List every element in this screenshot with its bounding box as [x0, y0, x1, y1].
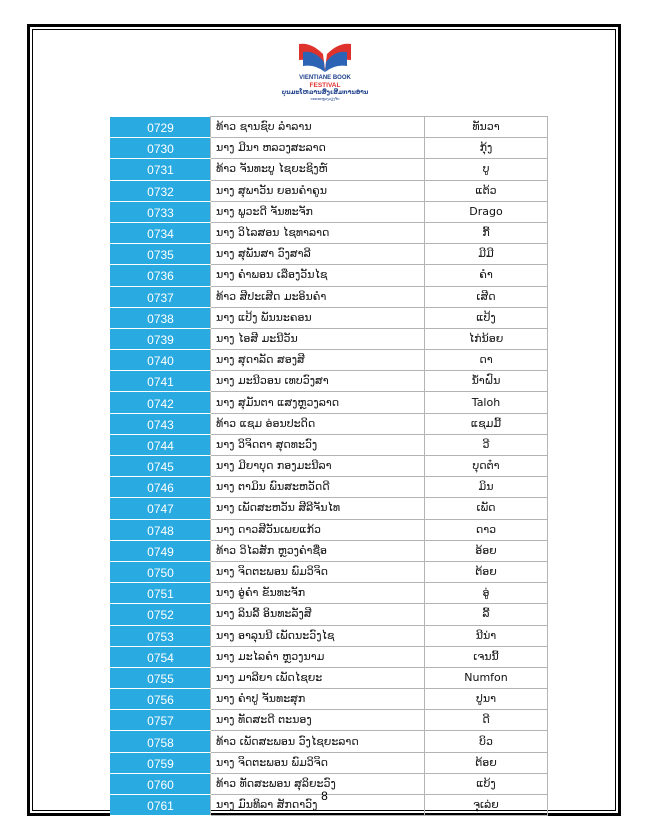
table-row [111, 328, 548, 349]
row-number: 0735 [111, 244, 211, 265]
row-number: 0733 [111, 201, 211, 222]
full-name: ນາງ ອາລຸນນີ ເພັດນະວົງໄຊ [211, 625, 425, 646]
nickname: ແປ້ງ [425, 307, 548, 328]
full-name: ນາງ ມົນທິລາ ສັກດາວົງ [211, 795, 425, 816]
nickname: ຕ້ອຍ [425, 752, 548, 773]
row-number: 0754 [111, 646, 211, 667]
nickname: ຈຸເລ່ຍ [425, 795, 548, 816]
row-number: 0751 [111, 583, 211, 604]
table-row [111, 752, 548, 773]
table-row [111, 180, 548, 201]
row-number: 0752 [111, 604, 211, 625]
row-number: 0757 [111, 710, 211, 731]
full-name: ນາງ ຄຳພອນ ເລືອງວັນໄຊ [211, 265, 425, 286]
logo-lao-title: ບຸນມະໂຫລານສົ່ງເສີມການອ່ານ [281, 89, 369, 96]
table-row [111, 646, 548, 667]
nickname: ລີ້ [425, 604, 548, 625]
row-number: 0736 [111, 265, 211, 286]
full-name: ນາງ ດາວສີວັນເພຍແກ້ວ [211, 519, 425, 540]
nickname: ກຸ້ງ [425, 138, 548, 159]
table-row [111, 625, 548, 646]
full-name: ນາງ ທັດສະດີ ຕະນອງ [211, 710, 425, 731]
full-name: ນາງ ມະນີວອນ ເທບວົງສາ [211, 371, 425, 392]
full-name: ນາງ ສຸມັນຕາ ແສງຫຼວງລາດ [211, 392, 425, 413]
row-number: 0737 [111, 286, 211, 307]
table-row [111, 540, 548, 561]
row-number: 0742 [111, 392, 211, 413]
row-number: 0740 [111, 350, 211, 371]
row-number: 0746 [111, 477, 211, 498]
row-number: 0741 [111, 371, 211, 392]
table-row [111, 434, 548, 455]
nickname: ເສີດ [425, 286, 548, 307]
full-name: ນາງ ເພັດສະຫວັນ ສີລີຈັນໄທ [211, 498, 425, 519]
row-number: 0738 [111, 307, 211, 328]
nickname: Numfon [425, 667, 548, 688]
logo-lao-subline: ນະຄອນຫຼວງວຽງຈັນ [310, 97, 340, 101]
full-name: ນາງ ຄຳປູ ຈັນທະສຸກ [211, 689, 425, 710]
full-name: ນາງ ມີຍາບຸດ ກອງມະນີລາ [211, 456, 425, 477]
nickname: ຕ້ອຍ [425, 561, 548, 582]
full-name: ນາງ ລິນລີ້ ອິນທະລັງສີ [211, 604, 425, 625]
row-number: 0750 [111, 561, 211, 582]
full-name: ນາງ ໄອສີ ມະນີວັນ [211, 328, 425, 349]
nickname: ບຸດຕ໋າ [425, 456, 548, 477]
nickname: ແຊມມີ້ [425, 413, 548, 434]
row-number: 0749 [111, 540, 211, 561]
nickname: ກີ້ [425, 222, 548, 243]
nickname: ມິນ [425, 477, 548, 498]
row-number: 0758 [111, 731, 211, 752]
table-row [111, 222, 548, 243]
festival-logo [275, 40, 375, 112]
nickname: ອ້ອຍ [425, 540, 548, 561]
full-name: ນາງ ມາລີຍາ ເພັດໄຊຍະ [211, 667, 425, 688]
nickname: ດາວ [425, 519, 548, 540]
nickname: ດີ [425, 710, 548, 731]
full-name: ນາງ ຈິດຕະພອນ ພົມວິຈິດ [211, 752, 425, 773]
logo-title: VIENTIANE BOOK [299, 75, 351, 81]
table-row [111, 138, 548, 159]
full-name: ນາງ ວິຈິດຕາ ສຸດທະວົງ [211, 434, 425, 455]
full-name: ນາງ ວິໄລສອນ ໄຊທາລາດ [211, 222, 425, 243]
row-number: 0739 [111, 328, 211, 349]
row-number: 0745 [111, 456, 211, 477]
nickname: ໄກ່ນ້ອຍ [425, 328, 548, 349]
page-number: 8 [321, 789, 328, 803]
nickname: ນີນ່າ [425, 625, 548, 646]
table-row [111, 392, 548, 413]
nickname: ແບ້ງ [425, 773, 548, 794]
nickname: ປູນາ [425, 689, 548, 710]
table-row [111, 456, 548, 477]
full-name: ທ້າວ ເພັດສະພອນ ວົງໄຊຍະລາດ [211, 731, 425, 752]
table-row [111, 117, 548, 138]
table-row [111, 519, 548, 540]
table-row [111, 710, 548, 731]
full-name: ນາງ ສຸດາລັດ ສອງສີ [211, 350, 425, 371]
row-number: 0729 [111, 117, 211, 138]
nickname: ເຈນນີ້ [425, 646, 548, 667]
row-number: 0747 [111, 498, 211, 519]
table-row [111, 498, 548, 519]
row-number: 0744 [111, 434, 211, 455]
row-number: 0730 [111, 138, 211, 159]
nickname: ບູ [425, 159, 548, 180]
table-row [111, 477, 548, 498]
table-row [111, 604, 548, 625]
row-number: 0734 [111, 222, 211, 243]
nickname: Taloh [425, 392, 548, 413]
participant-table [110, 116, 548, 816]
nickname: ບິວ [425, 731, 548, 752]
full-name: ທ້າວ ຊານຊົບ ລຳລານ [211, 117, 425, 138]
row-number: 0760 [111, 773, 211, 794]
table-row [111, 350, 548, 371]
table-row [111, 371, 548, 392]
row-number: 0759 [111, 752, 211, 773]
full-name: ນາງ ມີນາ ຫລວງສະລາດ [211, 138, 425, 159]
full-name: ນາງ ສຸພັນສາ ວົງສາລີ [211, 244, 425, 265]
row-number: 0731 [111, 159, 211, 180]
logo-subtitle: FESTIVAL [309, 82, 341, 89]
table-row [111, 244, 548, 265]
table-row [111, 413, 548, 434]
full-name: ທ້າວ ແຊມ ອ່ອນປະດິດ [211, 413, 425, 434]
full-name: ນາງ ຕາມິນ ພົນສະຫວັດດີ [211, 477, 425, 498]
nickname: ດາ [425, 350, 548, 371]
row-number: 0743 [111, 413, 211, 434]
row-number: 0753 [111, 625, 211, 646]
table-row [111, 286, 548, 307]
row-number: 0761 [111, 795, 211, 816]
nickname: ວີ [425, 434, 548, 455]
table-row [111, 265, 548, 286]
full-name: ທ້າວ ວິໄລສັກ ຫຼວງຄຳຊື່ອ [211, 540, 425, 561]
row-number: 0748 [111, 519, 211, 540]
full-name: ນາງ ແປ້ງ ພັນນະຄອນ [211, 307, 425, 328]
nickname: ມີມີ [425, 244, 548, 265]
nickname: ຄຳ [425, 265, 548, 286]
table-row [111, 307, 548, 328]
table-row [111, 583, 548, 604]
nickname: ທັນວາ [425, 117, 548, 138]
full-name: ທ້າວ ຈັນທະບູ ໄຊຍະຊິງຫ໌ [211, 159, 425, 180]
full-name: ນາງ ພູວະດີ ຈັນທະຈັກ [211, 201, 425, 222]
row-number: 0756 [111, 689, 211, 710]
full-name: ທ້າວ ທັດສະພອນ ສຸລິຍະວົງ [211, 773, 425, 794]
nickname: ເພັດ [425, 498, 548, 519]
full-name: ນາງ ອູ່ຄຳ ຂັນທະຈັກ [211, 583, 425, 604]
row-number: 0732 [111, 180, 211, 201]
table-row [111, 201, 548, 222]
full-name: ທ້າວ ສີປະເສີດ ມະອິນຄຳ [211, 286, 425, 307]
full-name: ນາງ ມະໄລຄຳ ຫຼວງນາມ [211, 646, 425, 667]
nickname: Drago [425, 201, 548, 222]
nickname: ອູ່ [425, 583, 548, 604]
full-name: ນາງ ຈິດຕະພອນ ພົມວິຈິດ [211, 561, 425, 582]
row-number: 0755 [111, 667, 211, 688]
table-row [111, 731, 548, 752]
book-wings-icon [295, 40, 355, 74]
nickname: ແຕ້ວ [425, 180, 548, 201]
table-row [111, 561, 548, 582]
nickname: ນ້ຳຝົນ [425, 371, 548, 392]
table-row [111, 689, 548, 710]
table-row [111, 159, 548, 180]
full-name: ນາງ ສຸພາວັນ ຍອນຄຳຄູນ [211, 180, 425, 201]
table-row [111, 667, 548, 688]
